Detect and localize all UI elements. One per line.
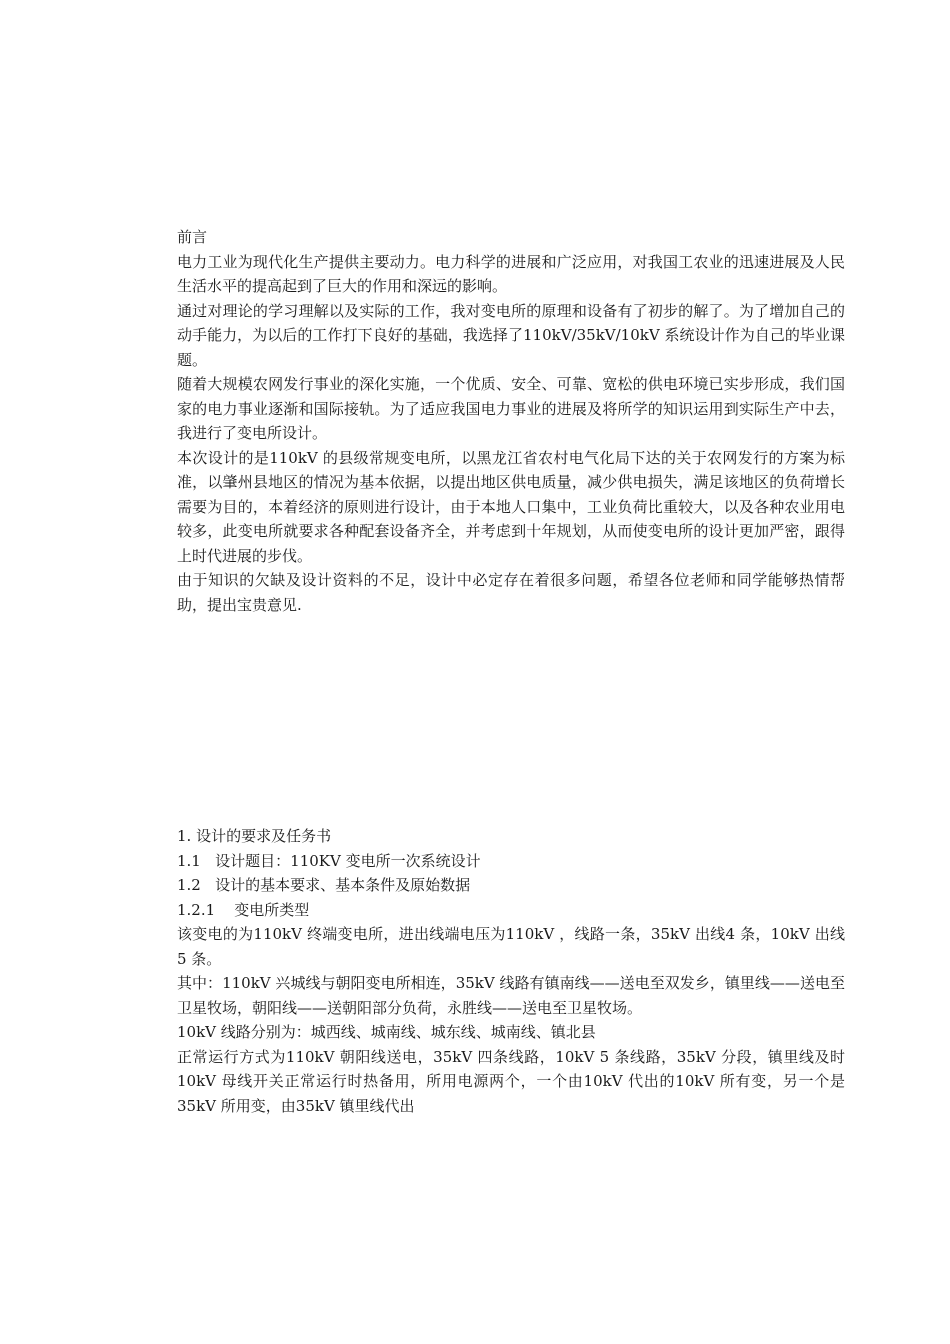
preface-paragraph: 随着大规模农网发行事业的深化实施，一个优质、安全、可靠、宽松的供电环境已实步形成，我们国家的电力事业逐渐和国际接轨。为了适应我国电力事业的进展及将所学的知识运用到实际生产中去，我进行了变电所设计。 bbox=[177, 375, 845, 442]
chapter-paragraph: 该变电的为110kV 终端变电所，进出线端电压为110kV ，线路一条，35kV 出线4 条，10kV 出线5 条。 bbox=[177, 925, 845, 968]
preface-title: 前言 bbox=[177, 228, 208, 246]
chapter-paragraph: 10kV 线路分别为：城西线、城南线、城东线、城南线、镇北县 bbox=[177, 1023, 596, 1041]
preface-paragraph: 本次设计的是110kV 的县级常规变电所，以黑龙江省农村电气化局下达的关于农网发行的方案为标准，以肇州县地区的情况为基本依据，以提出地区供电质量，减少供电损失，满足该地区的负荷增长需要为目的，本着经济的原则进行设计，由于本地人口集中，工业负荷比重较大，以及各种农业用电较多，此变电所就要求各种配套设备齐全，并考虑到十年规划，从而使变电所的设计更加严密，跟得上时代进展的步伐。 bbox=[177, 448, 845, 565]
chapter-title: 1. 设计的要求及任务书 bbox=[177, 827, 332, 845]
section-heading-1-2: 1.2 设计的基本要求、基本条件及原始数据 bbox=[177, 876, 471, 894]
preface-paragraph: 由于知识的欠缺及设计资料的不足，设计中必定存在着很多问题，希望各位老师和同学能够热情帮助，提出宝贵意见. bbox=[177, 571, 845, 614]
preface-section bbox=[177, 225, 845, 617]
preface-paragraph: 通过对理论的学习理解以及实际的工作，我对变电所的原理和设备有了初步的解了。为了增加自己的动手能力，为以后的工作打下良好的基础，我选择了110kV/35kV/10kV 系统设计作为自己的毕业课题。 bbox=[177, 301, 845, 369]
section-heading-1-2-1: 1.2.1 变电所类型 bbox=[177, 900, 310, 919]
section-heading-1-1: 1.1 设计题目：110KV 变电所一次系统设计 bbox=[177, 851, 481, 870]
chapter-paragraph: 正常运行方式为110kV 朝阳线送电，35kV 四条线路，10kV 5 条线路，35kV 分段，镇里线及时10kV 母线开关正常运行时热备用，所用电源两个，一个由10kV 代出的10kV 所有变，另一个是35kV 所用变，由35kV 镇里线代出 bbox=[177, 1047, 845, 1115]
chapter-1-section bbox=[177, 824, 845, 1118]
preface-paragraph: 电力工业为现代化生产提供主要动力。电力科学的进展和广泛应用，对我国工农业的迅速进展及人民生活水平的提高起到了巨大的作用和深远的影响。 bbox=[177, 252, 845, 295]
chapter-paragraph: 其中：110kV 兴城线与朝阳变电所相连，35kV 线路有镇南线——送电至双发乡，镇里线——送电至卫星牧场，朝阳线——送朝阳部分负荷，永胜线——送电至卫星牧场。 bbox=[177, 974, 845, 1017]
